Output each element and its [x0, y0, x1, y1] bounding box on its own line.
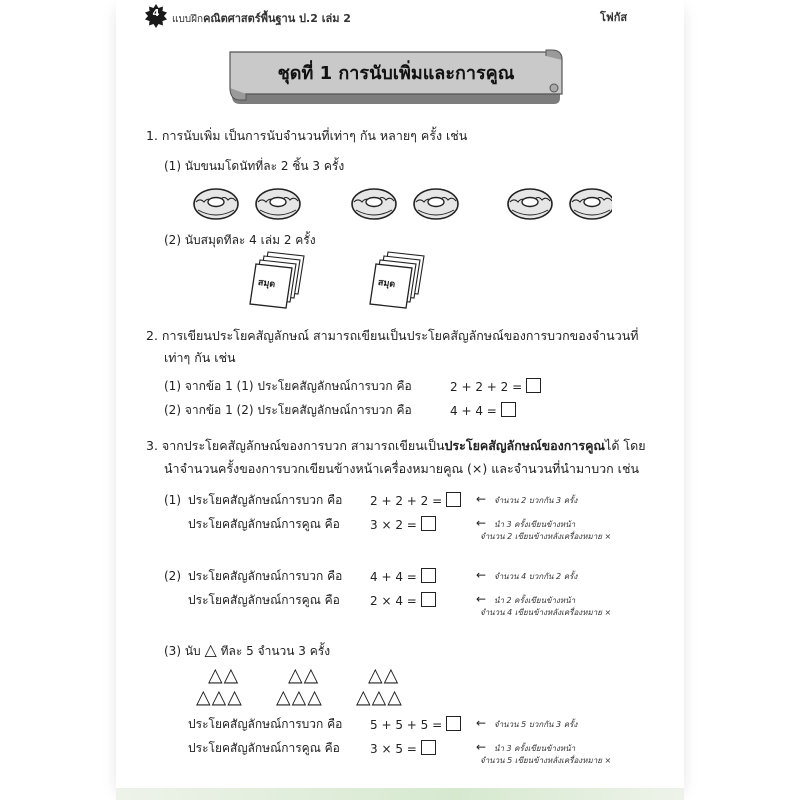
section3-heading-line1: [146, 438, 646, 454]
worksheet-title: ชุดที่ 1 การนับเพิ่มและการคูณ: [277, 63, 515, 84]
expression: 3 × 2 =: [370, 518, 417, 532]
notebook-stack-icon: [246, 250, 316, 312]
donut-icon: [194, 189, 238, 219]
ex1-note-mul-1: นำ 3 ครั้งเขียนข้างหน้า: [494, 520, 576, 529]
expression: 4 + 4 =: [370, 570, 417, 584]
answer-box[interactable]: [421, 516, 436, 531]
section1-sub2: (2) นับสมุดทีละ 4 เล่ม 2 ครั้ง: [164, 233, 316, 247]
answer-box[interactable]: [421, 592, 436, 607]
answer-box[interactable]: [446, 492, 461, 507]
arrow-left-icon: ←: [476, 492, 487, 506]
expression: 3 × 5 =: [370, 742, 417, 756]
book-title-main: คณิตศาสตร์พื้นฐาน ป.2 เล่ม 2: [203, 12, 351, 25]
triangles-illustration: [196, 664, 426, 714]
triangle-group-bottom-icon: △△△: [276, 686, 323, 708]
expression: 5 + 5 + 5 =: [370, 718, 443, 732]
section1-sub1: (1) นับขนมโดนัทที่ละ 2 ชิ้น 3 ครั้ง: [164, 159, 345, 173]
publisher-name: โฟกัส: [600, 11, 628, 24]
triangle-group-bottom-icon: △△△: [196, 686, 243, 708]
ex2-add-label: ประโยคสัญลักษณ์การบวก คือ: [188, 569, 343, 583]
notebook-label: สมุด: [257, 277, 276, 291]
ex3-mul-expr: [370, 740, 436, 757]
ex1-mul-label: ประโยคสัญลักษณ์การคูณ คือ: [188, 517, 340, 531]
ex2-mul-label: ประโยคสัญลักษณ์การคูณ คือ: [188, 593, 340, 607]
section1-heading: 1. การนับเพิ่ม เป็นการนับจำนวนที่เท่าๆ กัน หลายๆ ครั้ง เช่น: [146, 128, 468, 143]
heading-part: ได้ โดย: [605, 438, 646, 453]
arrow-left-icon: ←: [476, 740, 487, 754]
book-title-prefix: แบบฝึก: [172, 14, 204, 25]
ex2-add-expr: [370, 568, 436, 585]
donut-icon: [414, 189, 458, 219]
section2-heading-line2: เท่าๆ กัน เช่น: [164, 350, 236, 365]
notebook-stack-icon: [366, 250, 436, 312]
answer-box[interactable]: [421, 740, 436, 755]
donut-icon: [508, 189, 552, 219]
triangle-group-top-icon: △△: [208, 664, 240, 686]
expression: 2 + 2 + 2 =: [370, 494, 443, 508]
triangle-group-top-icon: △△: [288, 664, 320, 686]
arrow-left-icon: ←: [476, 516, 487, 530]
ex3-heading-part: (3) นับ: [164, 644, 201, 658]
ex2-note-add: จำนวน 4 บวกกัน 2 ครั้ง: [494, 572, 578, 581]
ex1-number: (1): [164, 493, 181, 507]
ex1-note-add: จำนวน 2 บวกกัน 3 ครั้ง: [494, 496, 578, 505]
answer-box[interactable]: [526, 378, 541, 393]
ex2-note-mul-1: นำ 2 ครั้งเขียนข้างหน้า: [494, 596, 576, 605]
ex3-heading-part: ทีละ 5 จำนวน 3 ครั้ง: [220, 644, 331, 658]
arrow-left-icon: ←: [476, 716, 487, 730]
ex3-add-label: ประโยคสัญลักษณ์การบวก คือ: [188, 717, 343, 731]
expression: 4 + 4 =: [450, 404, 497, 418]
answer-box[interactable]: [501, 402, 516, 417]
triangle-group-top-icon: △△: [368, 664, 400, 686]
page-bottom-band: [116, 788, 684, 800]
ex1-add-label: ประโยคสัญลักษณ์การบวก คือ: [188, 493, 343, 507]
page-number: 4: [152, 8, 160, 19]
donut-icon: [256, 189, 300, 219]
answer-box[interactable]: [421, 568, 436, 583]
donut-icon: [570, 189, 612, 219]
ex1-add-expr: [370, 492, 461, 509]
triangle-icon: △: [204, 640, 217, 659]
ex1-note-mul-2: จำนวน 2 เขียนข้างหลังเครื่องหมาย ×: [480, 532, 612, 541]
answer-box[interactable]: [446, 716, 461, 731]
section2-item2-expr: [450, 402, 516, 419]
donut-icon: [352, 189, 396, 219]
ex3-mul-label: ประโยคสัญลักษณ์การคูณ คือ: [188, 741, 340, 755]
expression: 2 + 2 + 2 =: [450, 380, 523, 394]
section2-item1-label: (1) จากข้อ 1 (1) ประโยคสัญลักษณ์การบวก คือ: [164, 379, 412, 393]
ex3-note-add: จำนวน 5 บวกกัน 3 ครั้ง: [494, 720, 578, 729]
section2-item2-label: (2) จากข้อ 1 (2) ประโยคสัญลักษณ์การบวก คือ: [164, 403, 412, 417]
notebook-label: สมุด: [377, 277, 396, 291]
expression: 2 × 4 =: [370, 594, 417, 608]
heading-part: 3. จากประโยคสัญลักษณ์ของการบวก สามารถเขียนเป็น: [146, 438, 445, 453]
triangle-group-bottom-icon: △△△: [356, 686, 403, 708]
ex3-note-mul-2: จำนวน 5 เขียนข้างหลังเครื่องหมาย ×: [480, 756, 612, 765]
book-title: [172, 9, 351, 27]
arrow-left-icon: ←: [476, 568, 487, 582]
ex2-number: (2): [164, 569, 181, 583]
ex3-note-mul-1: นำ 3 ครั้งเขียนข้างหน้า: [494, 744, 576, 753]
notebook-stack-2: [366, 250, 436, 312]
section2-heading-line1: 2. การเขียนประโยคสัญลักษณ์ สามารถเขียนเป็นประโยคสัญลักษณ์ของการบวกของจำนวนที่: [146, 328, 639, 343]
donuts-illustration: [192, 180, 612, 224]
ex3-add-expr: [370, 716, 461, 733]
notebook-stack-1: [246, 250, 316, 312]
ex2-note-mul-2: จำนวน 4 เขียนข้างหลังเครื่องหมาย ×: [480, 608, 612, 617]
ex3-heading: [164, 642, 330, 659]
ex2-mul-expr: [370, 592, 436, 609]
arrow-left-icon: ←: [476, 592, 487, 606]
section2-item1-expr: [450, 378, 541, 395]
ex1-mul-expr: [370, 516, 436, 533]
heading-bold: ประโยคสัญลักษณ์ของการคูณ: [444, 438, 606, 453]
section3-heading-line2: นำจำนวนครั้งของการบวกเขียนข้างหน้าเครื่องหมายคูณ (×) และจำนวนที่นำมาบวก เช่น: [164, 461, 639, 476]
